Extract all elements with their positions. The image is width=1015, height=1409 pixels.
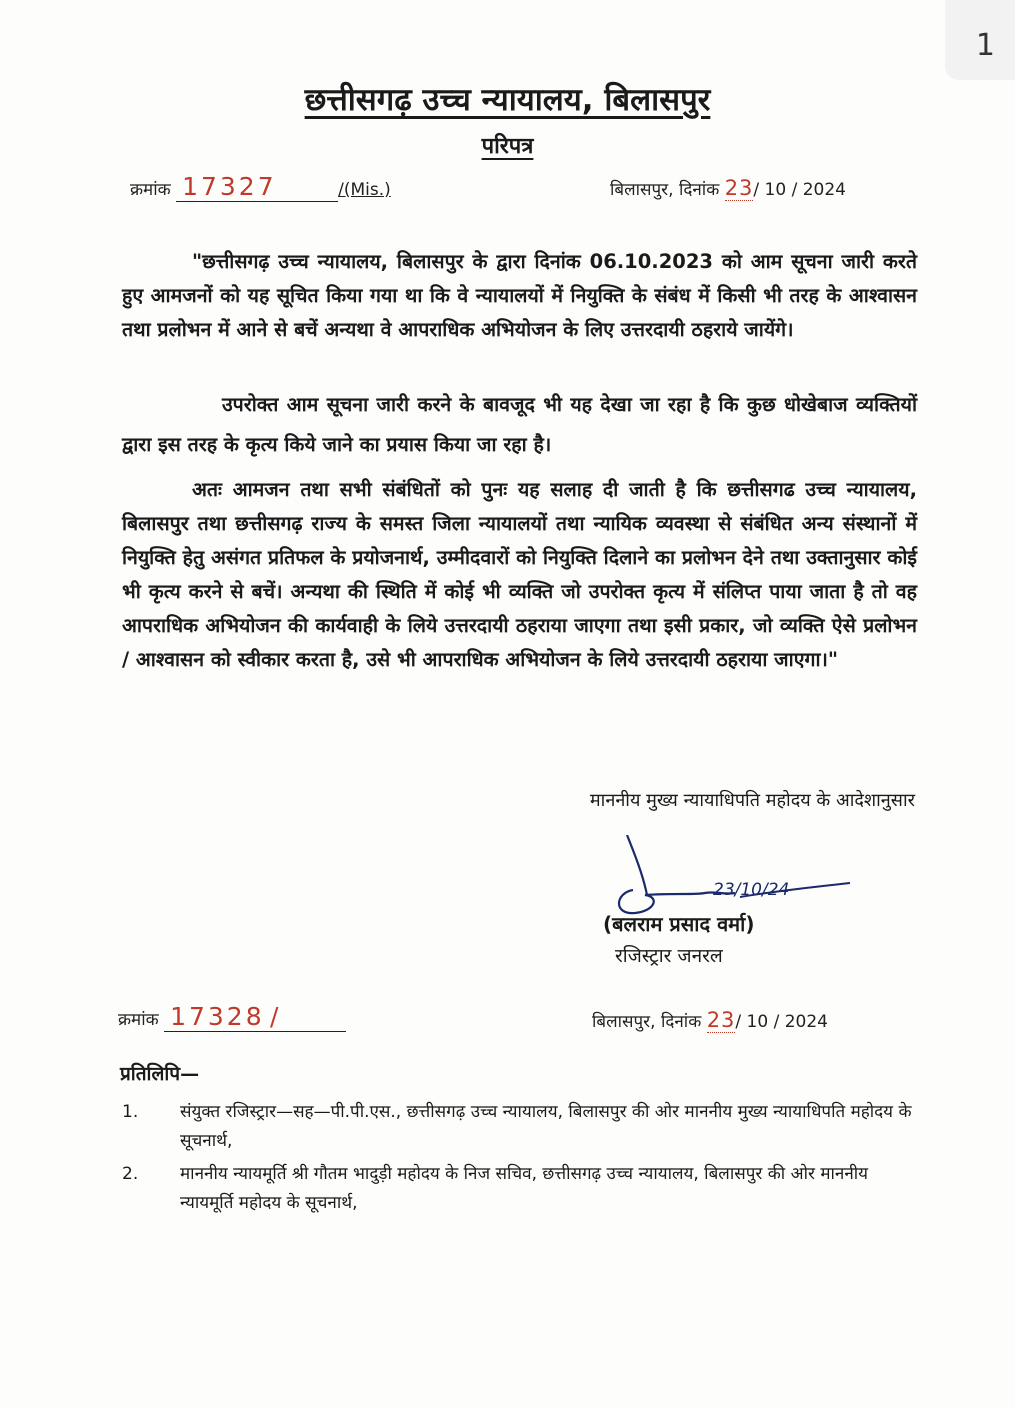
date-prefix: बिलासपुर, दिनांक [610,180,720,200]
signature-date-handwritten: 23/10/24 [713,880,790,900]
circular-heading [0,130,1015,160]
court-title-text: छत्तीसगढ़ उच्च न्यायालय, बिलासपुर [304,82,711,118]
signatory-name: (बलराम प्रसाद वर्मा) [603,912,755,936]
signatory-designation: रजिस्ट्रार जनरल [615,945,723,967]
ref-number-handwritten: 17327 [182,172,277,201]
date-day-handwritten: 23 [706,1008,736,1032]
paragraph-1-text: "छत्तीसगढ़ उच्च न्यायालय, बिलासपुर के द्वारा दिनांक 06.10.2023 को आम सूचना जारी करते हुए आमजनों को यह सूचित किया गया था कि वे न्यायालयों में नियुक्ति के संबंध में किसी भी तरह के आश्वासन तथा प्रलोभन में आने से बचें अन्यथा वे आपराधिक अभियोजन के लिए उत्तरदायी ठहराये जायेंगे। [122,250,917,341]
copy-item-number: 1. [122,1102,139,1122]
paragraph-3-text: अतः आमजन तथा सभी संबंधितों को पुनः यह सलाह दी जाती है कि छत्तीसगढ उच्च न्यायालय, बिलासपुर तथा छत्तीसगढ़ राज्य के समस्त जिला न्यायालयों तथा न्यायिक व्यवस्था से संबंधित अन्य संस्थानों में नियुक्ति हेतु असंगत प्रतिफल के प्रयोजनार्थ, उम्मीदवारों को नियुक्ति दिलाने का प्रलोभन देने तथा उक्तानुसार कोई भी कृत्य करने से बचें। अन्यथा की स्थिति में कोई भी व्यक्ति जो उपरोक्त कृत्य में संलिप्त पाया जाता है तो वह आपराधिक अभियोजन की कार्यवाही के लिये उत्तरदायी ठहराया जाएगा तथा इसी प्रकार, जो व्यक्ति ऐसे प्रलोभन / आश्वासन को स्वीकार करता है, उसे भी आपराधिक अभियोजन के लिये उत्तरदायी ठहराया जाएगा।" [122,478,917,671]
reference-date-1 [610,176,846,200]
ref-number-handwritten: 17328 [170,1002,265,1031]
ref-suffix: /(Mis.) [338,180,391,200]
date-prefix: बिलासपुर, दिनांक [592,1012,702,1032]
order-line: माननीय मुख्य न्यायाधिपति महोदय के आदेशानुसार [589,790,915,811]
copy-item [122,1160,922,1218]
paragraph-1 [122,245,917,347]
date-suffix: / 10 / 2024 [753,180,846,200]
reference-number-2 [118,1002,346,1032]
circular-heading-text: परिपत्र [481,134,534,159]
ref-number-underline [164,1002,346,1032]
court-title [0,78,1015,120]
paragraph-3 [122,473,917,677]
paragraph-2-text: उपरोक्त आम सूचना जारी करने के बावजूद भी यह देखा जा रहा है कि कुछ धोखेबाज व्यक्तियों द्वारा इस तरह के कृत्य किये जाने का प्रयास किया जा रहा है। [122,393,917,456]
copy-item [122,1098,922,1156]
reference-number-1 [130,172,391,202]
copy-item-text: संयुक्त रजिस्ट्रार—सह—पी.पी.एस., छत्तीसगढ़ उच्च न्यायालय, बिलासपुर की ओर माननीय मुख्य न्यायाधिपति महोदय के सूचनार्थ, [180,1102,912,1151]
copy-to-heading: प्रतिलिपि— [120,1063,200,1085]
date-suffix: / 10 / 2024 [735,1012,828,1032]
ref-slash-handwritten: / [270,1002,282,1031]
page-number: 1 [975,28,995,63]
copy-item-text: माननीय न्यायमूर्ति श्री गौतम भादुड़ी महोदय के निज सचिव, छत्तीसगढ़ उच्च न्यायालय, बिलासपुर की ओर माननीय न्यायमूर्ति महोदय के सूचनार्थ, [180,1164,869,1213]
reference-date-2 [592,1008,828,1032]
ref-label: क्रमांक [130,180,171,200]
ref-label: क्रमांक [118,1010,159,1030]
copy-item-number: 2. [122,1164,139,1184]
date-day-handwritten: 23 [724,176,754,200]
ref-number-underline [176,172,338,202]
paragraph-2 [122,385,917,465]
